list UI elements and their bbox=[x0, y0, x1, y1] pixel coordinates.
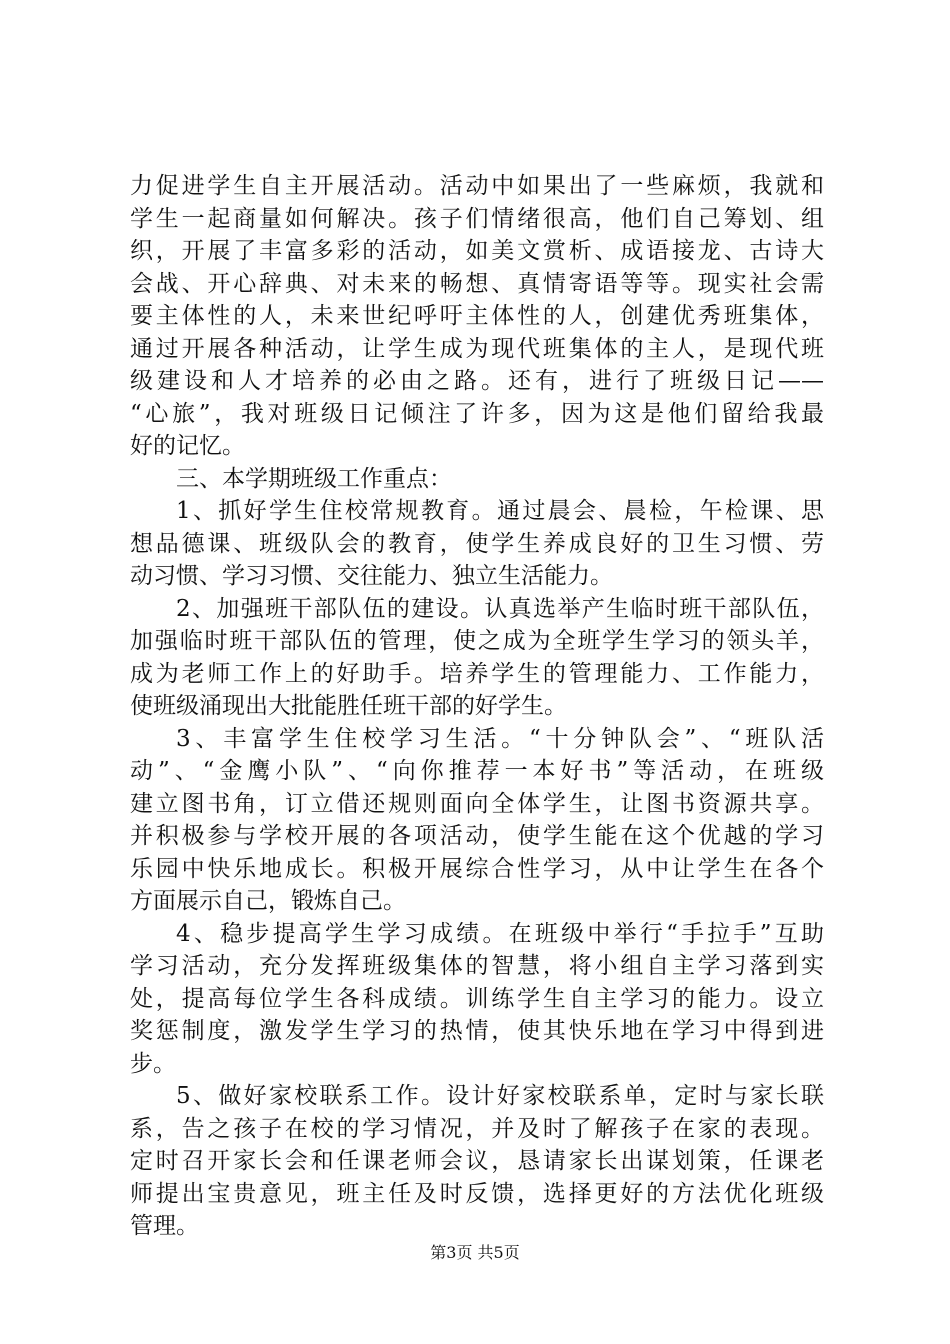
list-item-2-line: 使班级涌现出大批能胜任班干部的好学生。 bbox=[130, 693, 567, 719]
list-item-4-line: 4、稳步提高学生学习成绩。在班级中举行“手拉手”互助 bbox=[176, 920, 824, 947]
list-item-3-line: 建立图书角，订立借还规则面向全体学生，让图书资源共享。 bbox=[130, 790, 824, 817]
paragraph-line: 通过开展各种活动，让学生成为现代班集体的主人，是现代班 bbox=[130, 335, 824, 362]
list-item-3-line: 方面展示自己，锻炼自己。 bbox=[130, 888, 406, 914]
list-item-3-line: 并积极参与学校开展的各项活动，使学生能在这个优越的学习 bbox=[130, 823, 824, 849]
list-item-3-line: 乐园中快乐地成长。积极开展综合性学习，从中让学生在各个 bbox=[130, 855, 824, 882]
list-item-1-line: 1、抓好学生住校常规教育。通过晨会、晨检，午检课、思 bbox=[176, 498, 824, 524]
paragraph-line: 力促进学生自主开展活动。活动中如果出了一些麻烦，我就和 bbox=[130, 173, 824, 199]
paragraph-line: “心旅”，我对班级日记倾注了许多，因为这是他们留给我最 bbox=[130, 400, 824, 427]
list-item-2-line: 2、加强班干部队伍的建设。认真选举产生临时班干部队伍， bbox=[176, 595, 824, 622]
page-number-footer: 第3页 共5页 bbox=[430, 1243, 520, 1262]
list-item-2-line: 成为老师工作上的好助手。培养学生的管理能力、工作能力， bbox=[130, 660, 824, 687]
list-item-3-line: 3、丰富学生住校学习生活。“十分钟队会”、“班队活 bbox=[176, 725, 824, 752]
list-item-1-line: 想品德课、班级队会的教育，使学生养成良好的卫生习惯、劳 bbox=[130, 530, 824, 557]
paragraph-line: 要主体性的人，未来世纪呼吁主体性的人，创建优秀班集体， bbox=[130, 303, 824, 329]
list-item-5-line: 系，告之孩子在校的学习情况，并及时了解孩子在家的表现。 bbox=[130, 1115, 824, 1142]
list-item-3-line: 动”、“金鹰小队”、“向你推荐一本好书”等活动，在班级 bbox=[130, 758, 824, 784]
list-item-2-line: 加强临时班干部队伍的管理，使之成为全班学生学习的领头羊， bbox=[130, 628, 824, 654]
paragraph-line: 级建设和人才培养的必由之路。还有，进行了班级日记—— bbox=[130, 368, 824, 394]
list-item-4-line: 处，提高每位学生各科成绩。训练学生自主学习的能力。设立 bbox=[130, 985, 824, 1012]
list-item-1-line: 动习惯、学习习惯、交往能力、独立生活能力。 bbox=[130, 563, 613, 589]
list-item-4-line: 奖惩制度，激发学生学习的热情，使其快乐地在学习中得到进 bbox=[130, 1018, 824, 1044]
list-item-5-line: 管理。 bbox=[130, 1213, 199, 1239]
list-item-5-line: 5、做好家校联系工作。设计好家校联系单，定时与家长联 bbox=[176, 1083, 824, 1109]
list-item-5-line: 定时召开家长会和任课老师会议，恳请家长出谋划策，任课老 bbox=[130, 1148, 824, 1174]
document-body bbox=[130, 170, 824, 1243]
section-heading: 三、本学期班级工作重点： bbox=[176, 465, 452, 492]
paragraph-line: 学生一起商量如何解决。孩子们情绪很高，他们自己筹划、组 bbox=[130, 205, 824, 232]
paragraph-line: 会战、开心辞典、对未来的畅想、真情寄语等等。现实社会需 bbox=[130, 270, 824, 297]
list-item-4-line: 学习活动，充分发挥班级集体的智慧，将小组自主学习落到实 bbox=[130, 953, 824, 979]
paragraph-line: 好的记忆。 bbox=[130, 433, 245, 459]
list-item-5-line: 师提出宝贵意见，班主任及时反馈，选择更好的方法优化班级 bbox=[130, 1180, 824, 1207]
list-item-4-line: 步。 bbox=[130, 1050, 176, 1077]
paragraph-line: 织，开展了丰富多彩的活动，如美文赏析、成语接龙、古诗大 bbox=[130, 238, 824, 264]
